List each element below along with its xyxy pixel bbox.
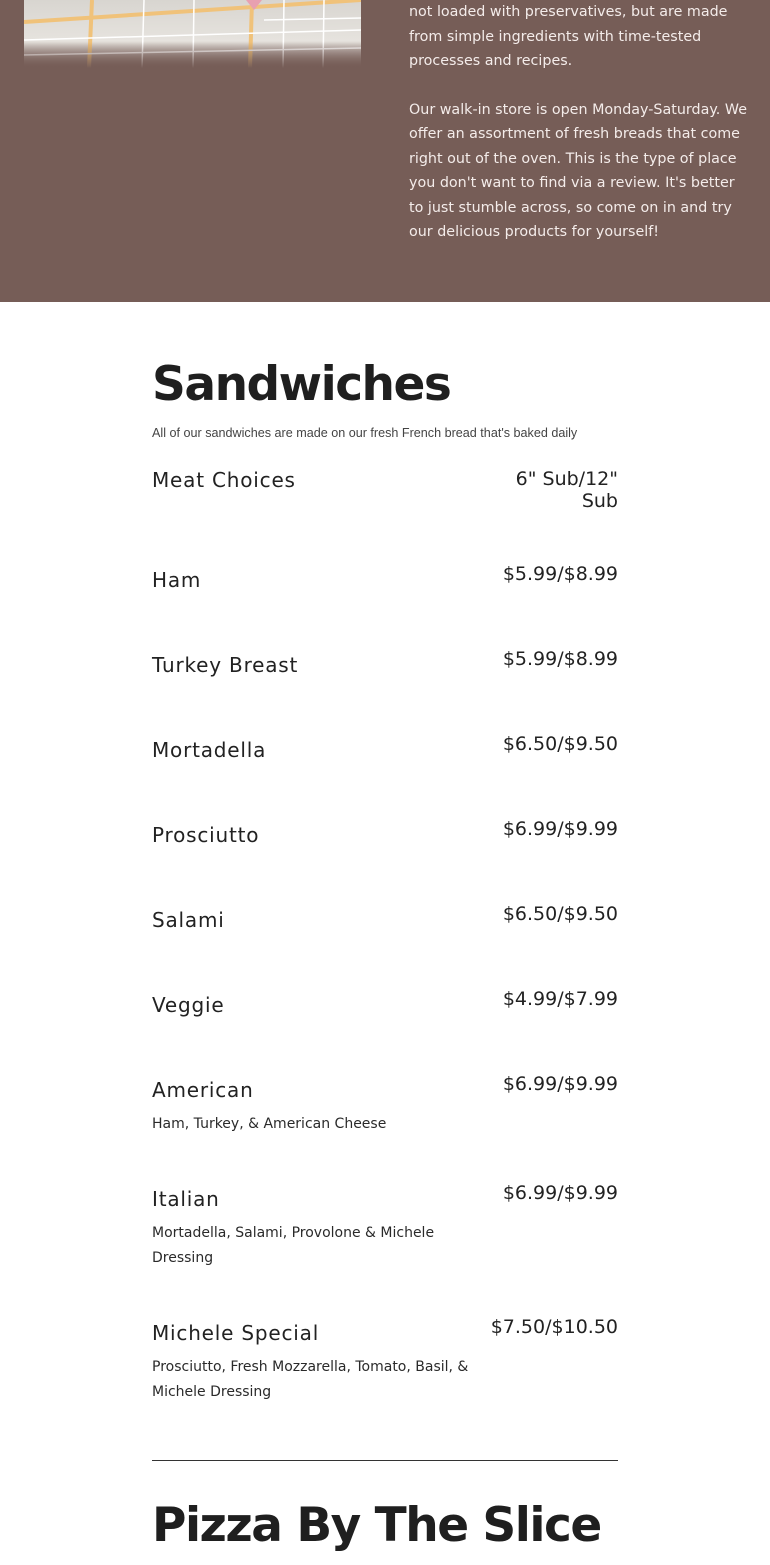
section-divider (152, 1460, 618, 1461)
menu-header-price: 6" Sub/12" Sub (515, 468, 618, 512)
item-description: Ham, Turkey, & American Cheese (152, 1116, 387, 1132)
item-name: Italian (152, 1187, 220, 1211)
item-name: Michele Special (152, 1321, 320, 1345)
item-price: $6.99/$9.99 (502, 1182, 618, 1204)
item-price: $5.99/$8.99 (502, 648, 618, 670)
sandwiches-title: Sandwiches (152, 357, 451, 412)
item-price: $6.99/$9.99 (502, 1073, 618, 1095)
item-name: Veggie (152, 993, 225, 1017)
item-price: $4.99/$7.99 (502, 988, 618, 1010)
item-name: Turkey Breast (152, 653, 299, 677)
item-description: Prosciutto, Fresh Mozzarella, Tomato, Basil, & Michele Dressing (152, 1359, 469, 1400)
sandwiches-subtitle: All of our sandwiches are made on our fresh French bread that's baked daily (152, 426, 578, 440)
item-price: $7.50/$10.50 (490, 1316, 618, 1338)
item-price: $6.99/$9.99 (502, 818, 618, 840)
location-map[interactable] (24, 0, 361, 68)
item-name: American (152, 1078, 254, 1102)
item-description: Mortadella, Salami, Provolone & Michele Dressing (152, 1225, 435, 1266)
item-price: $5.99/$8.99 (502, 563, 618, 585)
about-text (409, 0, 749, 245)
item-name: Ham (152, 568, 202, 592)
about-paragraph-1: not loaded with preservatives, but are made from simple ingredients with time-tested processes and recipes. (409, 4, 728, 69)
menu-header-name: Meat Choices (152, 468, 296, 492)
item-name: Prosciutto (152, 823, 260, 847)
about-paragraph-2: Our walk-in store is open Monday-Saturday. We offer an assortment of fresh breads that come right out of the oven. This is the type of place you don't want to find via a review. It's better to just stumble across, so come on in and try our delicious products for yourself! (409, 101, 747, 240)
item-price: $6.50/$9.50 (502, 733, 618, 755)
item-name: Salami (152, 908, 225, 932)
item-name: Mortadella (152, 738, 267, 762)
item-price: $6.50/$9.50 (502, 903, 618, 925)
about-section (0, 0, 770, 302)
pizza-title: Pizza By The Slice (152, 1498, 601, 1553)
